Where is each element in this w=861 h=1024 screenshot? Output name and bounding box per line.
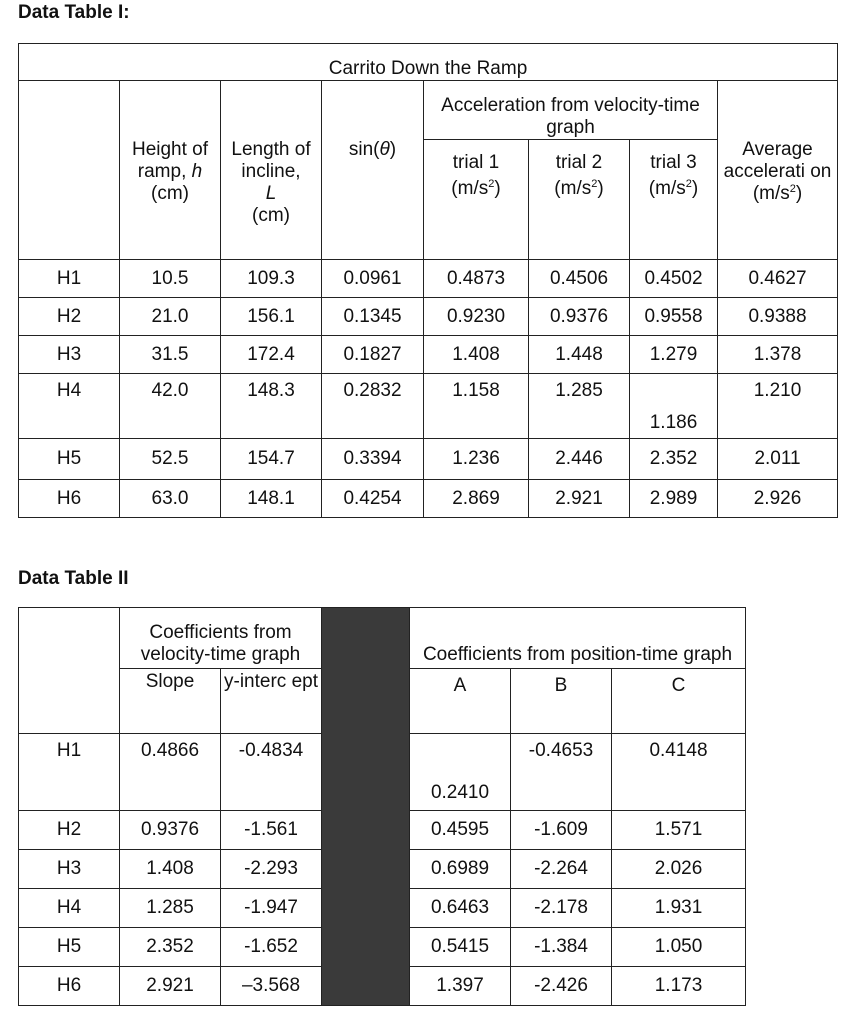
coefficient-a-header: A xyxy=(410,669,511,734)
y-intercept-cell: -0.4834 xyxy=(221,734,322,811)
trial-2-header: trial 2 $(m/s^2)$ xyxy=(529,140,630,260)
length-cell: 172.4 xyxy=(221,336,322,374)
sin-cell: 0.2832 xyxy=(322,374,424,439)
average-cell: 1.210 xyxy=(718,374,838,439)
trial-1-cell: 1.158 xyxy=(424,374,529,439)
height-cell: 21.0 xyxy=(120,298,221,336)
trial-3-cell: 2.989 xyxy=(630,480,718,518)
row-label: H1 xyxy=(19,260,120,298)
coefficient-c-cell: 1.050 xyxy=(612,928,746,967)
height-cell: 52.5 xyxy=(120,439,221,480)
trial-1-cell: 1.236 xyxy=(424,439,529,480)
row-label-header xyxy=(19,81,120,260)
trial-1-cell: 1.408 xyxy=(424,336,529,374)
average-cell: 2.926 xyxy=(718,480,838,518)
coefficient-a-cell: 0.5415 xyxy=(410,928,511,967)
table-title: Carrito Down the Ramp xyxy=(19,44,838,81)
slope-cell: 0.9376 xyxy=(120,811,221,850)
length-cell: 156.1 xyxy=(221,298,322,336)
trial-2-cell: 0.9376 xyxy=(529,298,630,336)
length-cell: 148.3 xyxy=(221,374,322,439)
row-label: H6 xyxy=(19,480,120,518)
sin-cell: 0.1827 xyxy=(322,336,424,374)
length-column-header: Length of incline, L (cm) xyxy=(221,81,322,260)
y-intercept-cell: -2.293 xyxy=(221,850,322,889)
trial-3-cell: 0.4502 xyxy=(630,260,718,298)
y-intercept-cell: -1.561 xyxy=(221,811,322,850)
row-label-header xyxy=(19,608,120,734)
y-intercept-header: y-interc ept xyxy=(221,669,322,734)
row-label: H2 xyxy=(19,298,120,336)
row-label: H3 xyxy=(19,850,120,889)
height-cell: 31.5 xyxy=(120,336,221,374)
table-row xyxy=(19,374,838,439)
slope-cell: 2.352 xyxy=(120,928,221,967)
height-cell: 10.5 xyxy=(120,260,221,298)
shaded-column xyxy=(322,608,410,1006)
coefficient-b-cell: -2.264 xyxy=(511,850,612,889)
data-table-2-heading: Data Table II xyxy=(18,568,129,589)
average-acceleration-header: Average accelerati on $(m/s^2)$ xyxy=(718,81,838,260)
coefficient-c-header: C xyxy=(612,669,746,734)
trial-1-header: trial 1 $(m/s^2)$ xyxy=(424,140,529,260)
position-time-coefficients-header: Coefficients from position-time graph xyxy=(410,608,746,669)
height-cell: 63.0 xyxy=(120,480,221,518)
row-label: H1 xyxy=(19,734,120,811)
table-row xyxy=(19,336,838,374)
trial-3-cell: 2.352 xyxy=(630,439,718,480)
data-table-1-heading: Data Table I: xyxy=(18,2,130,23)
trial-2-cell: 2.921 xyxy=(529,480,630,518)
row-label: H3 xyxy=(19,336,120,374)
height-column-header: Height of ramp, h (cm) xyxy=(120,81,221,260)
row-label: H2 xyxy=(19,811,120,850)
average-cell: 2.011 xyxy=(718,439,838,480)
table-row xyxy=(19,298,838,336)
trial-2-cell: 0.4506 xyxy=(529,260,630,298)
data-table-1 xyxy=(18,43,838,518)
table-row xyxy=(19,260,838,298)
acceleration-group-header: Acceleration from velocity-time graph xyxy=(424,81,718,140)
trial-1-cell: 2.869 xyxy=(424,480,529,518)
y-intercept-cell: –3.568 xyxy=(221,967,322,1006)
trial-3-cell: 0.9558 xyxy=(630,298,718,336)
coefficient-a-cell: 0.2410 xyxy=(410,734,511,811)
row-label: H5 xyxy=(19,928,120,967)
row-label: H5 xyxy=(19,439,120,480)
length-cell: 109.3 xyxy=(221,260,322,298)
sin-theta-column-header: sin(θ) xyxy=(322,81,424,260)
trial-2-cell: 2.446 xyxy=(529,439,630,480)
slope-cell: 2.921 xyxy=(120,967,221,1006)
trial-1-cell: 0.9230 xyxy=(424,298,529,336)
table-row xyxy=(19,480,838,518)
average-cell: 0.4627 xyxy=(718,260,838,298)
slope-header: Slope xyxy=(120,669,221,734)
sin-cell: 0.0961 xyxy=(322,260,424,298)
velocity-time-coefficients-header: Coefficients from velocity-time graph xyxy=(120,608,322,669)
coefficient-a-cell: 0.6989 xyxy=(410,850,511,889)
length-cell: 154.7 xyxy=(221,439,322,480)
coefficient-c-cell: 0.4148 xyxy=(612,734,746,811)
sin-cell: 0.4254 xyxy=(322,480,424,518)
trial-3-header: trial 3 $(m/s^2)$ xyxy=(630,140,718,260)
trial-1-cell: 0.4873 xyxy=(424,260,529,298)
row-label: H4 xyxy=(19,889,120,928)
table-row xyxy=(19,439,838,480)
row-label: H6 xyxy=(19,967,120,1006)
slope-cell: 0.4866 xyxy=(120,734,221,811)
coefficient-b-header: B xyxy=(511,669,612,734)
average-cell: 1.378 xyxy=(718,336,838,374)
y-intercept-cell: -1.652 xyxy=(221,928,322,967)
coefficient-b-cell: -1.384 xyxy=(511,928,612,967)
height-cell: 42.0 xyxy=(120,374,221,439)
coefficient-b-cell: -2.178 xyxy=(511,889,612,928)
trial-2-cell: 1.448 xyxy=(529,336,630,374)
trial-3-cell: 1.186 xyxy=(630,374,718,439)
sin-cell: 0.1345 xyxy=(322,298,424,336)
row-label: H4 xyxy=(19,374,120,439)
average-cell: 0.9388 xyxy=(718,298,838,336)
sin-cell: 0.3394 xyxy=(322,439,424,480)
data-table-2 xyxy=(18,607,746,1006)
coefficient-a-cell: 0.4595 xyxy=(410,811,511,850)
trial-3-cell: 1.279 xyxy=(630,336,718,374)
slope-cell: 1.285 xyxy=(120,889,221,928)
length-cell: 148.1 xyxy=(221,480,322,518)
slope-cell: 1.408 xyxy=(120,850,221,889)
coefficient-c-cell: 1.571 xyxy=(612,811,746,850)
coefficient-a-cell: 1.397 xyxy=(410,967,511,1006)
y-intercept-cell: -1.947 xyxy=(221,889,322,928)
coefficient-c-cell: 2.026 xyxy=(612,850,746,889)
coefficient-b-cell: -0.4653 xyxy=(511,734,612,811)
coefficient-c-cell: 1.931 xyxy=(612,889,746,928)
coefficient-a-cell: 0.6463 xyxy=(410,889,511,928)
coefficient-b-cell: -1.609 xyxy=(511,811,612,850)
trial-2-cell: 1.285 xyxy=(529,374,630,439)
coefficient-c-cell: 1.173 xyxy=(612,967,746,1006)
coefficient-b-cell: -2.426 xyxy=(511,967,612,1006)
